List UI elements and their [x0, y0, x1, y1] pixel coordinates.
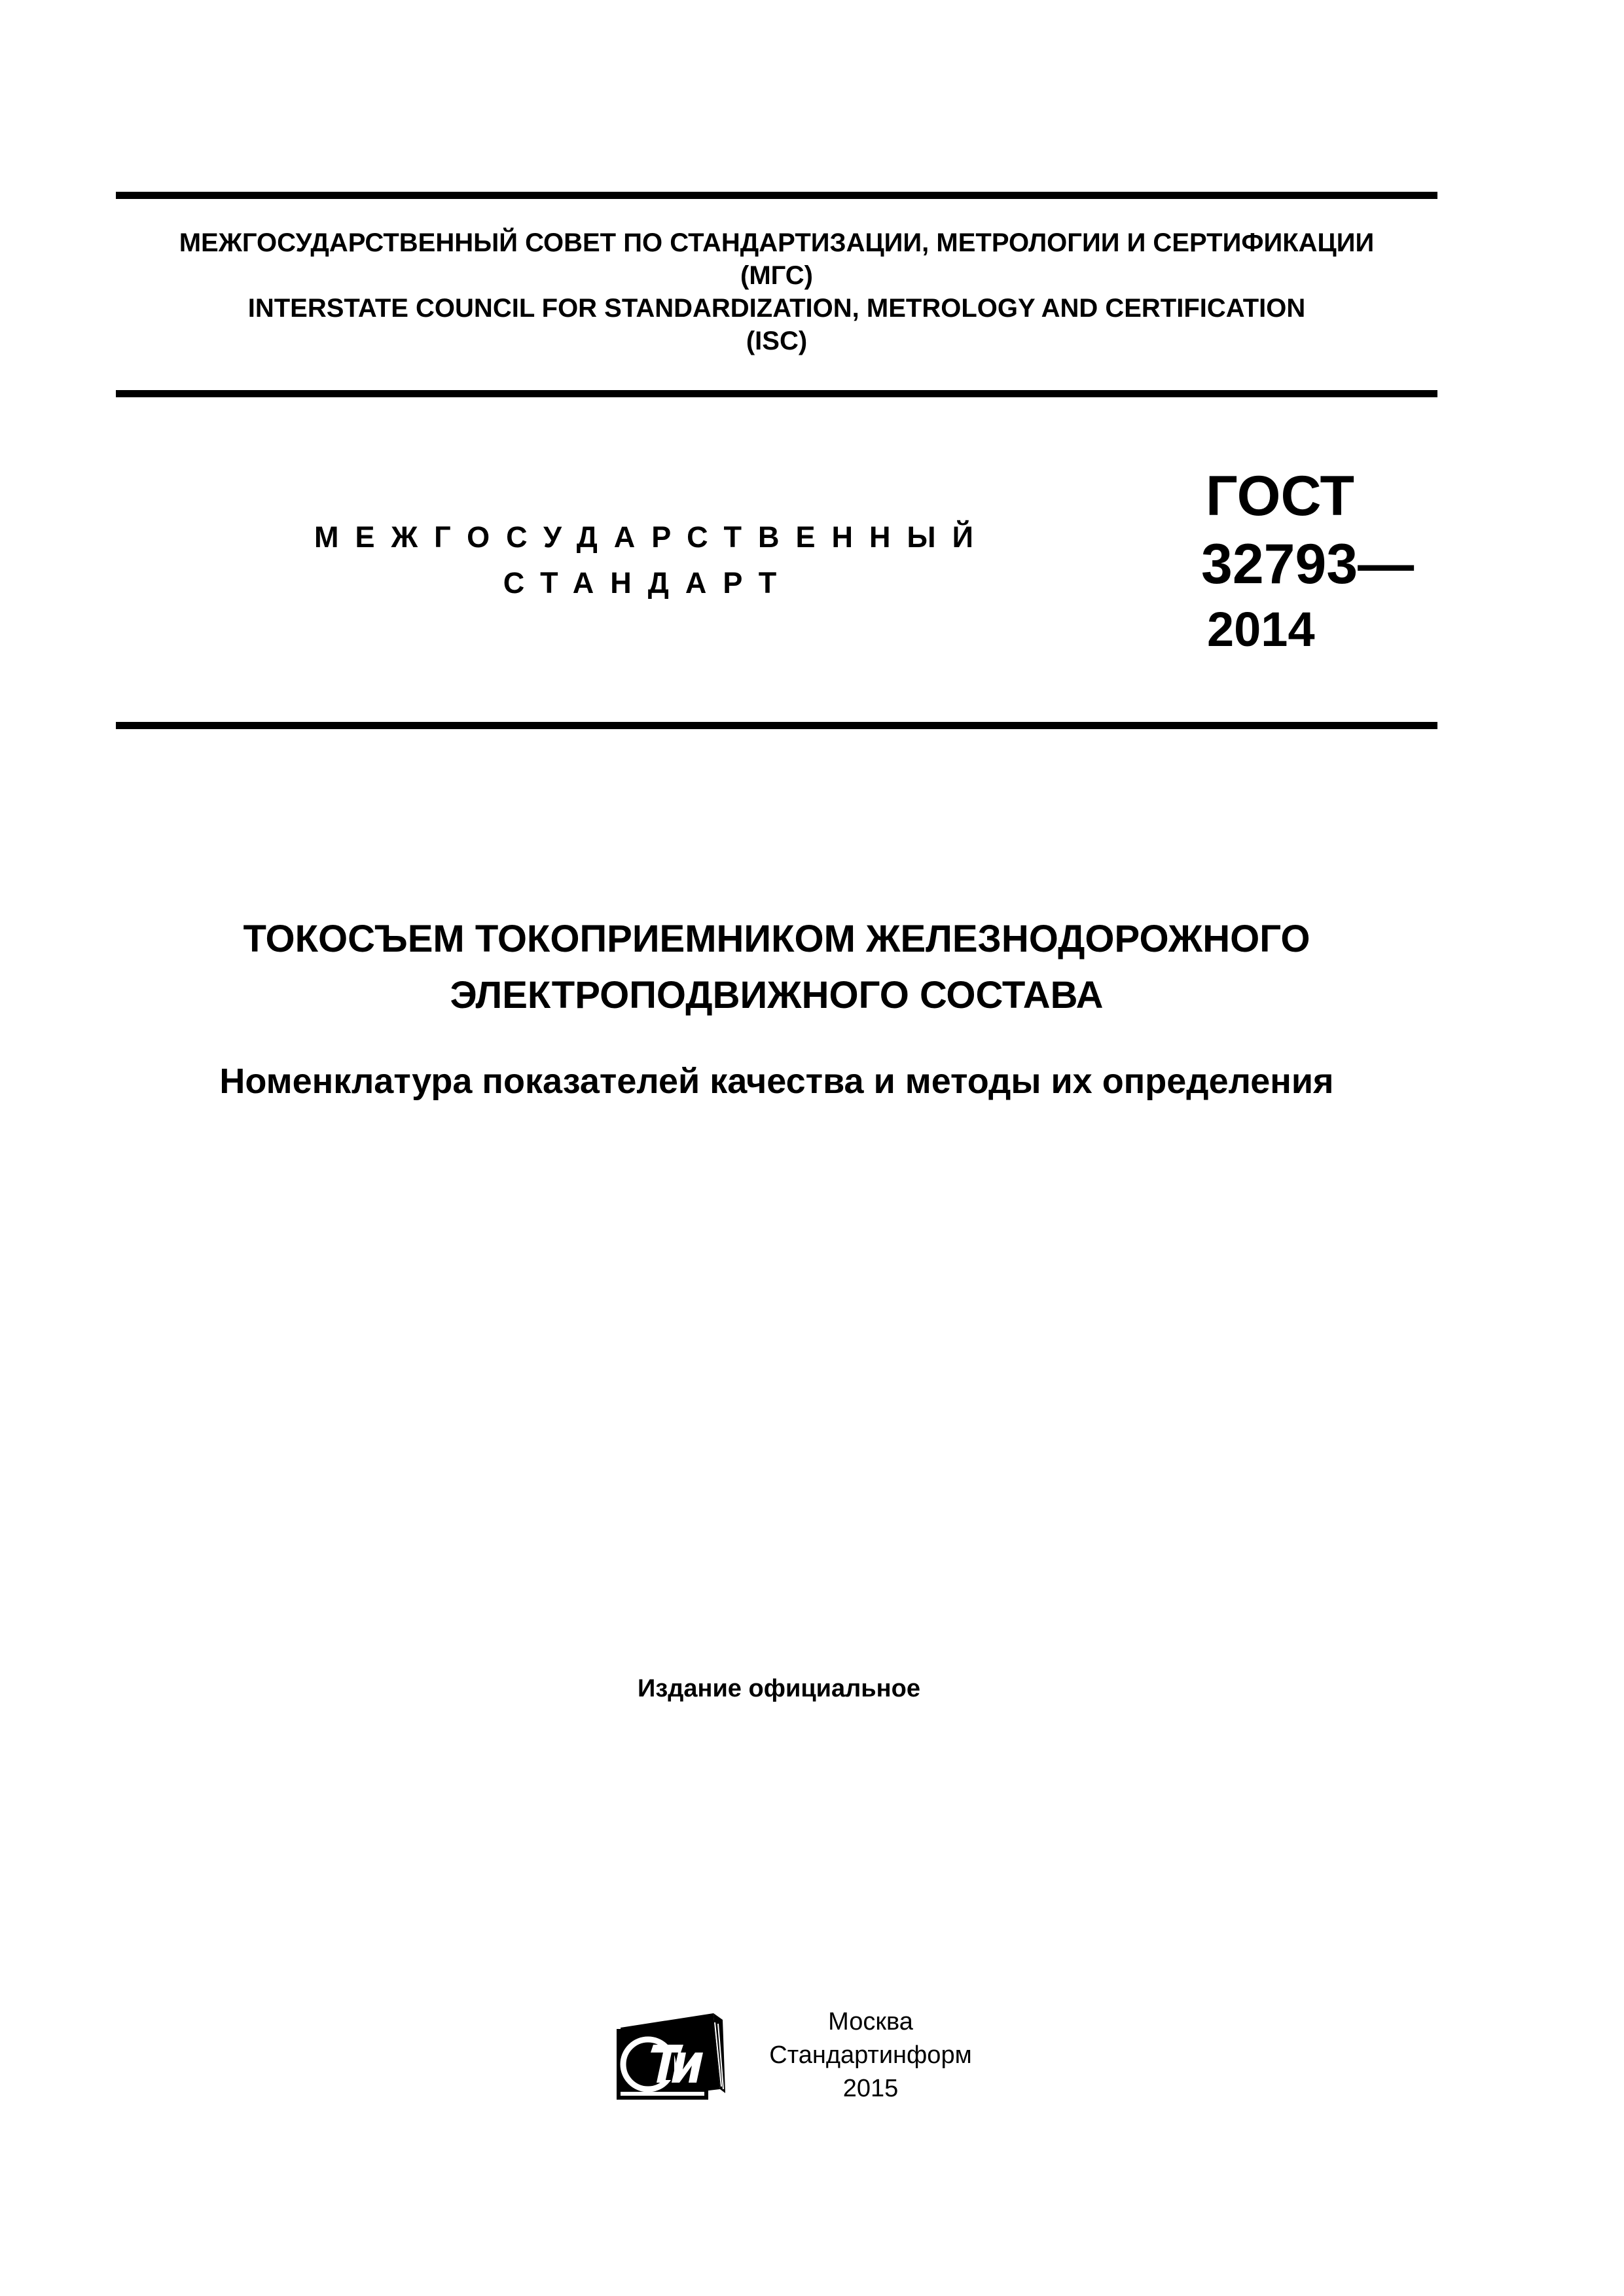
standard-kind-line1: МЕЖГОСУДАРСТВЕННЫЙ: [314, 520, 990, 554]
standard-kind: [314, 514, 990, 606]
council-name-en: INTERSTATE COUNCIL FOR STANDARDIZATION, METROLOGY AND CERTIFICATION: [247, 294, 1306, 323]
document-subtitle: Номенклатура показателей качества и методы их определения: [219, 1062, 1334, 1101]
edition-note: Издание официальное: [638, 1675, 920, 1702]
council-name-ru: МЕЖГОСУДАРСТВЕННЫЙ СОВЕТ ПО СТАНДАРТИЗАЦИИ, МЕТРОЛОГИИ И СЕРТИФИКАЦИИ: [179, 228, 1375, 257]
title-line-2: ЭЛЕКТРОПОДВИЖНОГО СОСТАВА: [450, 974, 1104, 1016]
title-line-1: ТОКОСЪЕМ ТОКОПРИЕМНИКОМ ЖЕЛЕЗНОДОРОЖНОГО: [243, 918, 1310, 960]
publisher-name: Стандартинформ: [769, 2041, 972, 2069]
council-abbr-en: (ISC): [746, 327, 808, 355]
document-title: [116, 911, 1437, 1024]
top-divider: [116, 192, 1437, 199]
publisher-year: 2015: [842, 2075, 899, 2102]
header-divider: [116, 390, 1437, 397]
gost-label: ГОСТ: [1206, 465, 1355, 528]
council-header: [116, 226, 1437, 357]
council-abbr-ru: (МГС): [740, 261, 813, 290]
publisher-city: Москва: [828, 2008, 913, 2036]
gost-year: 2014: [1207, 602, 1315, 656]
publisher-block: [740, 2005, 1001, 2106]
designation-divider: [116, 722, 1437, 729]
standartinform-logo-icon: [615, 2009, 727, 2104]
gost-number: 32793—: [1201, 533, 1415, 596]
standard-kind-line2: СТАНДАРТ: [503, 566, 793, 600]
